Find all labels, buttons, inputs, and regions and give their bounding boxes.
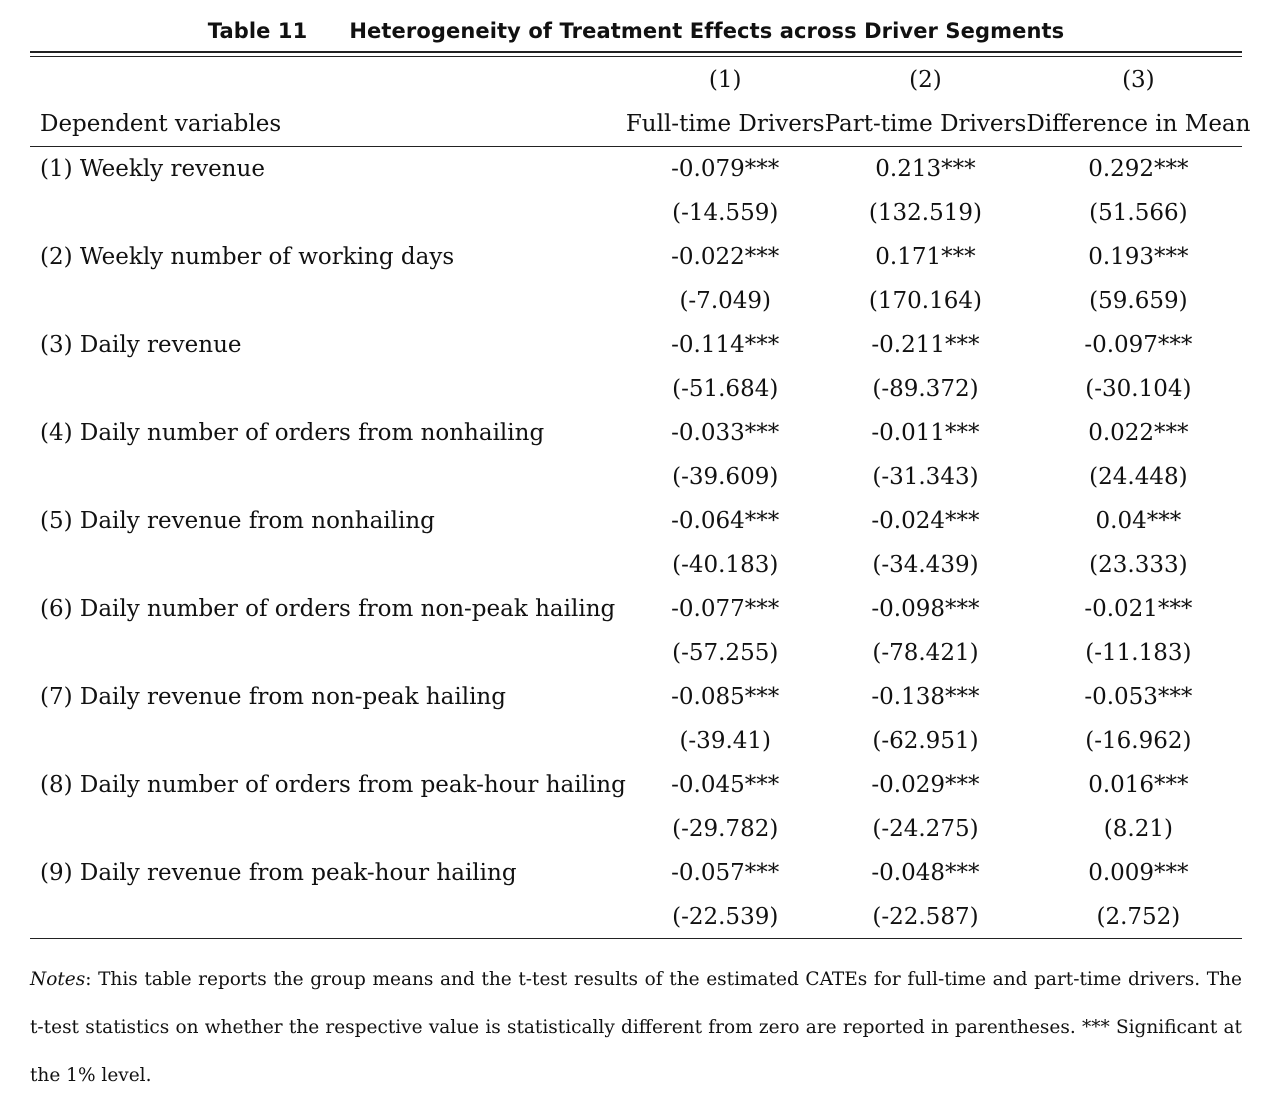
blank-label-cell [30,279,626,323]
column-number: (3) [1122,67,1155,93]
t-statistic-cell: (-16.962) [1085,728,1192,754]
coefficient-cell: -0.029*** [871,772,980,798]
dependent-variable-label: (9) Daily revenue from peak-hour hailing [40,860,517,886]
coefficient-cell: 0.213*** [875,156,976,182]
coefficient-cell: -0.211*** [871,332,980,358]
coefficient-cell: -0.048*** [871,860,980,886]
top-rule-secondary [30,56,1242,57]
coefficient-cell: -0.057*** [671,860,780,886]
column-header: Part-time Drivers [824,111,1027,137]
column-name-row [30,102,1250,146]
coefficient-row [30,499,1250,543]
t-statistic-cell: (-29.782) [672,816,779,842]
table-number: Table 11 [207,19,308,43]
top-rule [30,51,1242,53]
column-number-row [30,58,1250,102]
t-statistic-row [30,455,1250,499]
t-statistic-cell: (-30.104) [1085,376,1192,402]
coefficient-cell: -0.021*** [1084,596,1193,622]
dependent-variable-label: (4) Daily number of orders from nonhailing [40,420,545,446]
blank-label-cell [30,367,626,411]
t-statistic-row [30,807,1250,851]
t-statistic-cell: (-7.049) [679,288,771,314]
t-statistic-cell: (-62.951) [872,728,979,754]
dependent-variable-label: (5) Daily revenue from nonhailing [40,508,435,534]
notes-text: : This table reports the group means and the t-test results of the estimated CATEs for full-time and part-time drivers. The t-test statistics on whether the respective value is statistically different from zero are reported in parentheses. *** Significant at the 1% level. [30,969,1242,1086]
dependent-variable-label: (2) Weekly number of working days [40,244,455,270]
coefficient-cell: 0.171*** [875,244,976,270]
blank-label-cell [30,895,626,939]
t-statistic-cell: (-22.587) [872,904,979,930]
coefficient-cell: -0.064*** [671,508,780,534]
dependent-variable-label: (6) Daily number of orders from non-peak hailing [40,596,616,622]
t-statistic-cell: (-24.275) [872,816,979,842]
coefficient-cell: -0.138*** [871,684,980,710]
coefficient-cell: -0.053*** [1084,684,1193,710]
coefficient-row [30,411,1250,455]
blank-label-cell [30,543,626,587]
coefficient-row [30,323,1250,367]
coefficient-cell: -0.011*** [871,420,980,446]
t-statistic-cell: (-31.343) [872,464,979,490]
column-number: (2) [909,67,942,93]
notes-label: Notes [30,969,86,990]
t-statistic-cell: (132.519) [868,200,982,226]
coefficient-cell: 0.193*** [1088,244,1189,270]
t-statistic-cell: (59.659) [1089,288,1188,314]
column-header: Full-time Drivers [625,111,825,137]
dependent-variable-label: (3) Daily revenue [40,332,242,358]
t-statistic-cell: (-40.183) [672,552,779,578]
t-statistic-cell: (23.333) [1089,552,1188,578]
t-statistic-cell: (-22.539) [672,904,779,930]
header-blank-cell [30,58,626,102]
coefficient-cell: 0.022*** [1088,420,1189,446]
blank-label-cell [30,191,626,235]
t-statistic-row [30,191,1250,235]
t-statistic-cell: (-34.439) [872,552,979,578]
t-statistic-row [30,367,1250,411]
dependent-variable-label: (8) Daily number of orders from peak-hour hailing [40,772,626,798]
bottom-rule [30,938,1242,939]
coefficient-cell: 0.009*** [1088,860,1189,886]
column-number: (1) [708,67,742,93]
coefficient-cell: -0.077*** [671,596,780,622]
dependent-variable-label: (1) Weekly revenue [40,156,265,182]
blank-label-cell [30,631,626,675]
coefficient-row [30,851,1250,895]
t-statistic-row [30,895,1250,939]
coefficient-cell: -0.097*** [1084,332,1193,358]
coefficient-row [30,147,1250,191]
coefficient-cell: 0.04*** [1095,508,1182,534]
coefficient-row [30,235,1250,279]
row-label-header: Dependent variables [40,111,282,137]
coefficient-cell: 0.292*** [1088,156,1189,182]
t-statistic-row [30,279,1250,323]
t-statistic-cell: (-39.609) [672,464,779,490]
t-statistic-cell: (2.752) [1096,904,1181,930]
coefficient-cell: -0.033*** [671,420,780,446]
coefficient-cell: -0.045*** [671,772,780,798]
t-statistic-cell: (51.566) [1089,200,1188,226]
coefficient-cell: -0.114*** [671,332,780,358]
table-body [30,146,1250,939]
coefficient-row [30,763,1250,807]
t-statistic-row [30,631,1250,675]
coefficient-row [30,675,1250,719]
table-header [30,58,1250,146]
coefficient-cell: -0.085*** [671,684,780,710]
t-statistic-cell: (-57.255) [672,640,779,666]
column-header: Difference in Mean [1026,111,1251,137]
t-statistic-cell: (170.164) [868,288,982,314]
t-statistic-cell: (-89.372) [872,376,979,402]
t-statistic-cell: (-39.41) [679,728,771,754]
coefficient-cell: -0.079*** [671,156,780,182]
coefficient-cell: 0.016*** [1088,772,1189,798]
results-table [30,58,1250,939]
t-statistic-cell: (-11.183) [1085,640,1192,666]
coefficient-cell: -0.022*** [671,244,780,270]
coefficient-cell: -0.024*** [871,508,980,534]
t-statistic-cell: (-14.559) [672,200,779,226]
blank-label-cell [30,719,626,763]
table-notes [30,956,1242,1100]
header-rule [30,146,1242,147]
t-statistic-row [30,719,1250,763]
table-caption [30,14,1242,48]
t-statistic-cell: (24.448) [1089,464,1188,490]
t-statistic-cell: (8.21) [1103,816,1173,842]
coefficient-row [30,587,1250,631]
t-statistic-cell: (-51.684) [672,376,779,402]
table-title: Heterogeneity of Treatment Effects across Driver Segments [349,19,1065,43]
blank-label-cell [30,455,626,499]
coefficient-cell: -0.098*** [871,596,980,622]
blank-label-cell [30,807,626,851]
dependent-variable-label: (7) Daily revenue from non-peak hailing [40,684,506,710]
t-statistic-cell: (-78.421) [872,640,979,666]
t-statistic-row [30,543,1250,587]
